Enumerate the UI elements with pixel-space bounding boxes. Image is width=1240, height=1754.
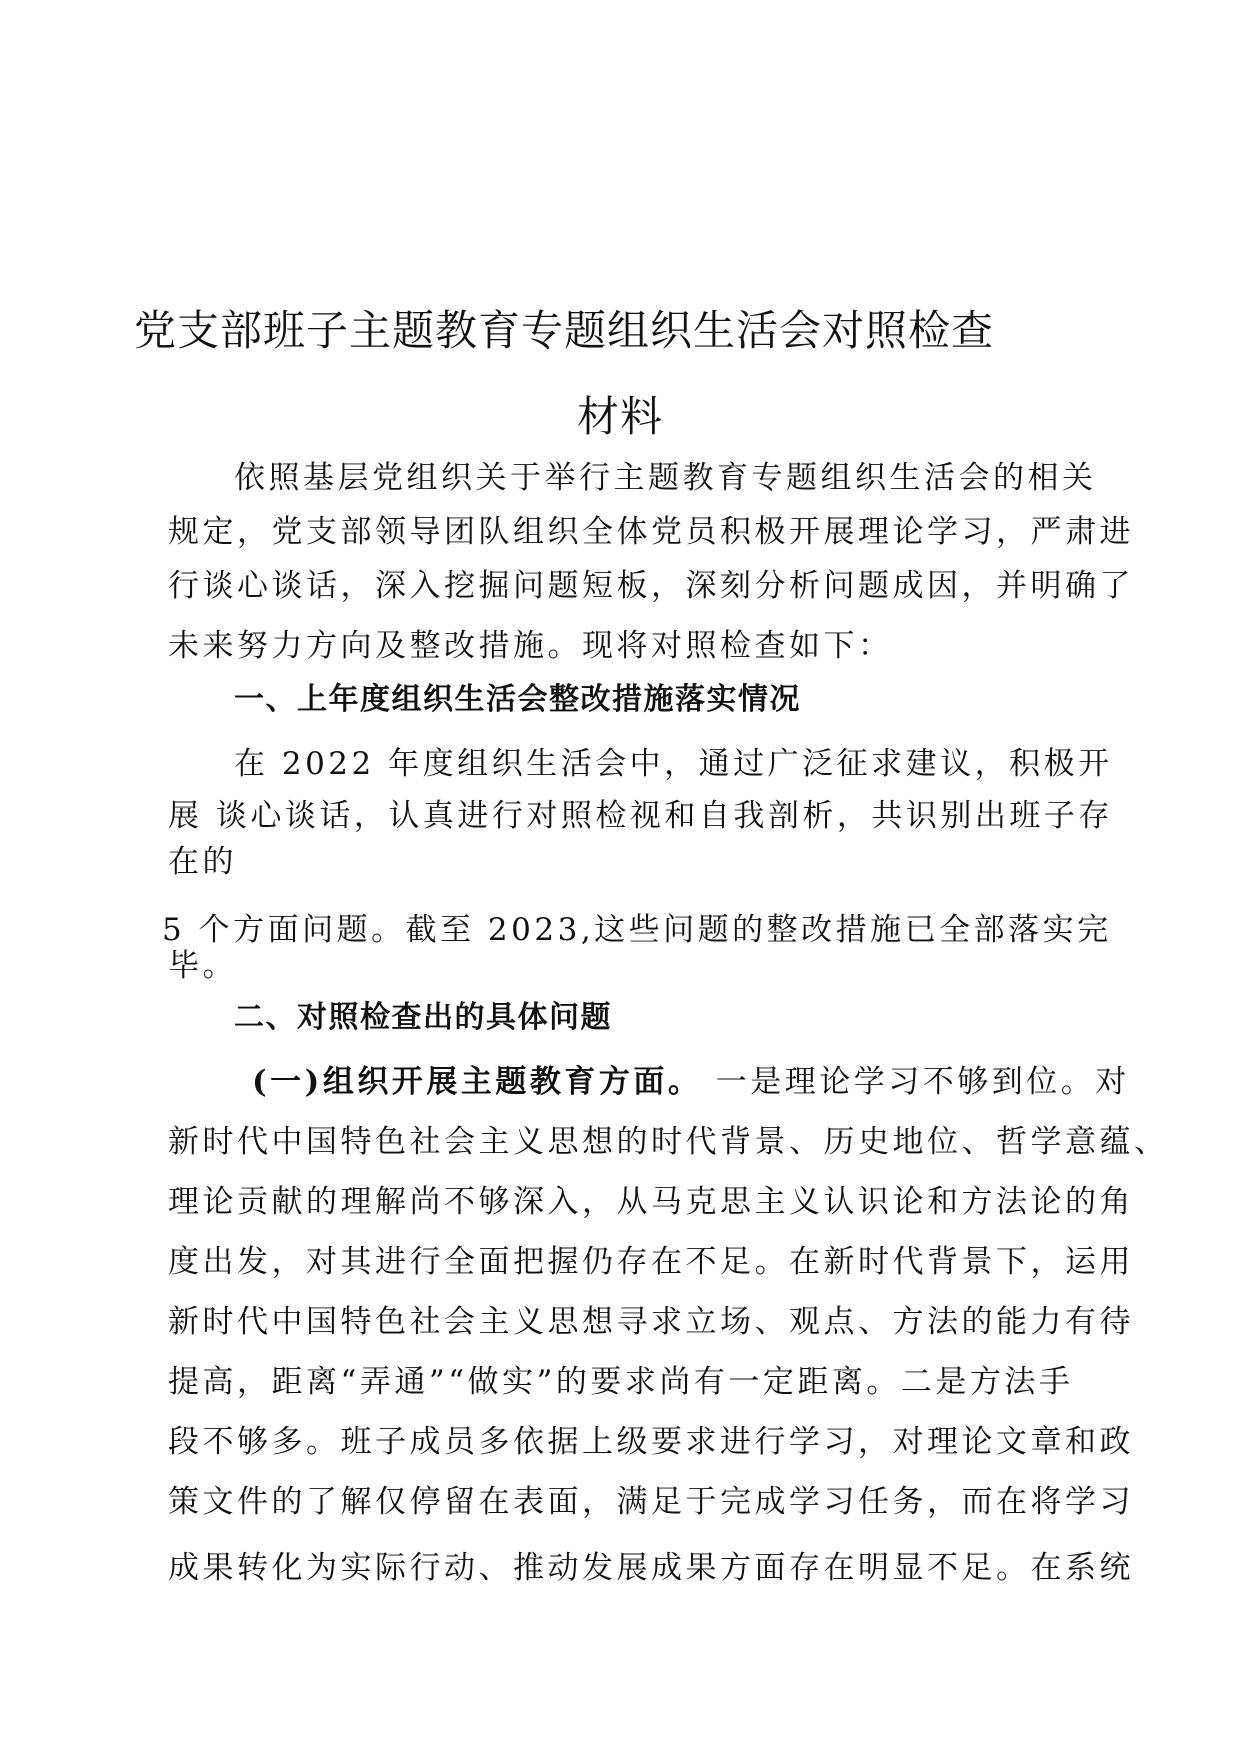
section-1-line-2: 展 谈心谈话，认真进行对照检视和自我剖析，共识别出班子存 [168, 798, 1113, 834]
section-2-first-line [252, 1062, 1172, 1102]
section-2-line-5: 提高，距离“弄通”“做实”的要求尚有一定距离。二是方法手 [168, 1364, 1074, 1400]
section-1-line-3: 在的 [168, 844, 237, 880]
section-2-first-line-text: 一是理论学习不够到位。对 [702, 1064, 1130, 1100]
intro-line-1: 依照基层党组织关于举行主题教育专题组织生活会的相关 [234, 460, 1097, 496]
section-1-line-5: 毕。 [168, 948, 237, 984]
section-2-sub-heading: (一)组织开展主题教育方面。 [252, 1064, 703, 1100]
document-title-line-2: 材料 [576, 392, 663, 441]
section-1-line-4: 5 个方面问题。截至 2023,这些问题的整改措施已全部落实完 [162, 912, 1112, 948]
section-2-line-3: 度出发，对其进行全面把握仍存在不足。在新时代背景下，运用 [168, 1244, 1134, 1280]
section-2-heading: 二、对照检查出的具体问题 [234, 1000, 612, 1035]
intro-line-2: 规定，党支部领导团队组织全体党员积极开展理论学习，严肃进 [168, 514, 1134, 550]
section-2-line-6: 段不够多。班子成员多依据上级要求进行学习，对理论文章和政 [168, 1424, 1134, 1460]
intro-line-3: 行谈心谈话，深入挖掘问题短板，深刻分析问题成因，并明确了 [168, 568, 1134, 604]
section-2-line-4: 新时代中国特色社会主义思想寻求立场、观点、方法的能力有待 [168, 1304, 1134, 1340]
section-2-line-1: 新时代中国特色社会主义思想的时代背景、历史地位、哲学意蕴、 [168, 1124, 1169, 1160]
section-1-line-1: 在 2022 年度组织生活会中，通过广泛征求建议，积极开 [234, 746, 1113, 782]
document-title-line-1: 党支部班子主题教育专题组织生活会对照检查 [133, 306, 994, 355]
section-1-heading: 一、上年度组织生活会整改措施落实情况 [234, 682, 801, 717]
section-2-line-7: 策文件的了解仅停留在表面，满足于完成学习任务，而在将学习 [168, 1484, 1134, 1520]
section-2-line-2: 理论贡献的理解尚不够深入，从马克思主义认识论和方法论的角 [168, 1184, 1134, 1220]
intro-line-4: 未来努力方向及整改措施。现将对照检查如下： [168, 628, 893, 664]
section-2-line-8: 成果转化为实际行动、推动发展成果方面存在明显不足。在系统 [168, 1550, 1134, 1586]
